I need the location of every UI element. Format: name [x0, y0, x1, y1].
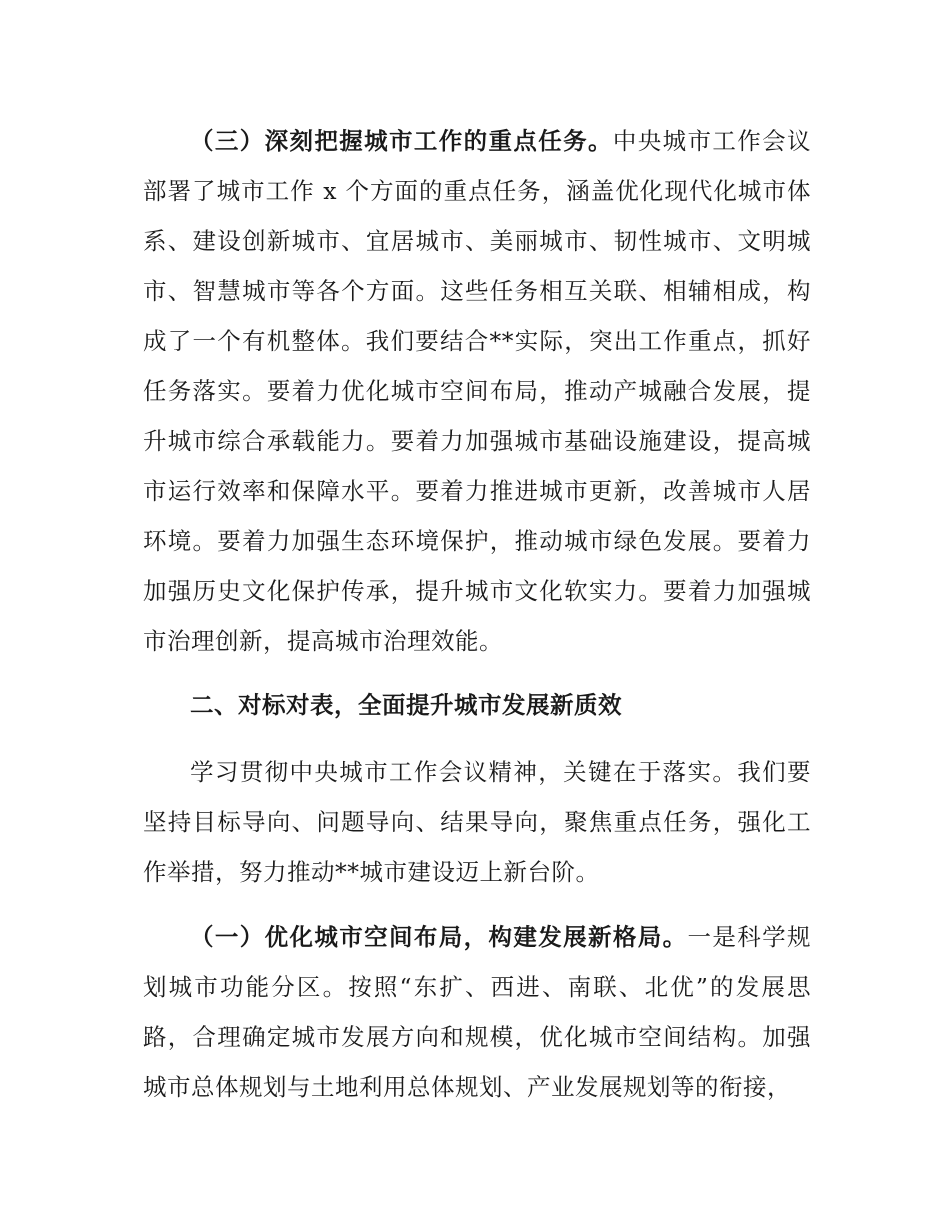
- section-1-body: 一是科学规划城市功能分区。按照“东扩、西进、南联、北优”的发展思路，合理确定城市发展方向和规模，优化城市空间结构。加强城市总体规划与土地利用总体规划、产业发展规划等的衔接，: [143, 923, 811, 1101]
- section-3-title: （三）深刻把握城市工作的重点任务。: [190, 127, 613, 155]
- part-2-heading: 二、对标对表，全面提升城市发展新质效: [190, 691, 622, 719]
- section-1-title: （一）优化城市空间布局，构建发展新格局。: [190, 923, 688, 951]
- section-3-body: 中央城市工作会议部署了城市工作 x 个方面的重点任务，涵盖优化现代化城市体系、建设创新城市、宜居城市、美丽城市、韧性城市、文明城市、智慧城市等各个方面。这些任务相互关联、相辅相成，构成了一个有机整体。我们要结合**实际，突出工作重点，抓好任务落实。要着力优化城市空间布局，推动产城融合发展，提升城市综合承载能力。要着力加强城市基础设施建设，提高城市运行效率和保障水平。要着力推进城市更新，改善城市人居环境。要着力加强生态环境保护，推动城市绿色发展。要着力加强历史文化保护传承，提升城市文化软实力。要着力加强城市治理创新，提高城市治理效能。: [143, 127, 811, 655]
- section-3-paragraph: [143, 116, 811, 666]
- section-1-paragraph: [143, 912, 811, 1112]
- part-2-intro-paragraph: 学习贯彻中央城市工作会议精神，关键在于落实。我们要坚持目标导向、问题导向、结果导向，聚焦重点任务，强化工作举措，努力推动**城市建设迈上新台阶。: [143, 758, 811, 886]
